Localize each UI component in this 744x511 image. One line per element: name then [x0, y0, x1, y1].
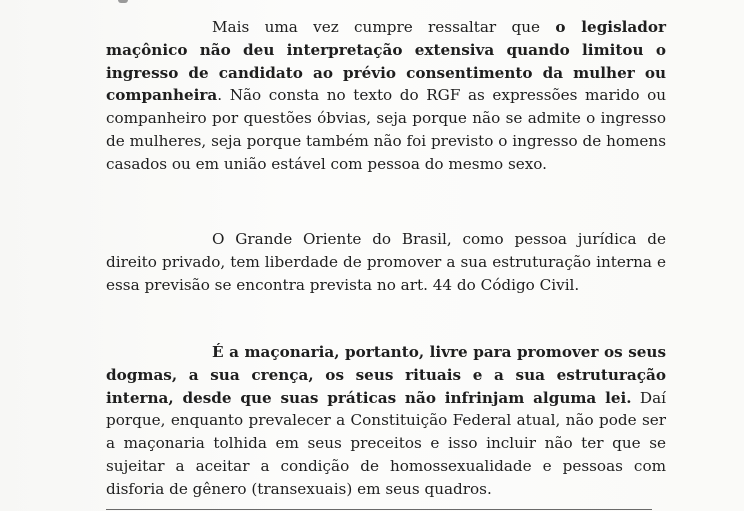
- paragraph-text: . Não consta no texto do RGF as expressões marido ou companheiro por questões óbvias, seja porque não se admite o ingresso de mulheres, seja porque também não foi previsto o ingresso de homens casados ou em união estável com pessoa do mesmo sexo.: [106, 86, 666, 173]
- bottom-rule: [106, 509, 652, 510]
- paragraph-bold-text: É a maçonaria, portanto, livre para promover os seus dogmas, a sua crença, os seus rituais e a sua estruturação interna, desde que suas práticas não infrinjam alguma lei.: [106, 343, 666, 407]
- paragraph-text: Mais uma vez cumpre ressaltar que: [212, 18, 556, 36]
- paragraph-text: O Grande Oriente do Brasil, como pessoa jurídica de direito privado, tem liberdade de promover a sua estruturação interna e essa previsão se encontra prevista no art. 44 do Código Civil.: [106, 230, 666, 294]
- scan-mark: [118, 0, 128, 3]
- paragraph-grande-oriente: [106, 228, 666, 296]
- paragraph-maconaria-livre: [106, 341, 666, 501]
- paragraph-bold-text: o legislador maçônico não deu interpretação extensiva quando limitou o ingresso de candidato ao prévio consentimento da mulher ou companheira: [106, 18, 666, 105]
- paragraph-consentimento: [106, 16, 666, 176]
- paragraph-text: Daí porque, enquanto prevalecer a Constituição Federal atual, não pode ser a maçonaria tolhida em seus preceitos e isso incluir não ter que se sujeitar a aceitar a condição de homossexualidade e pessoas com disforia de gênero (transexuais) em seus quadros.: [106, 388, 666, 498]
